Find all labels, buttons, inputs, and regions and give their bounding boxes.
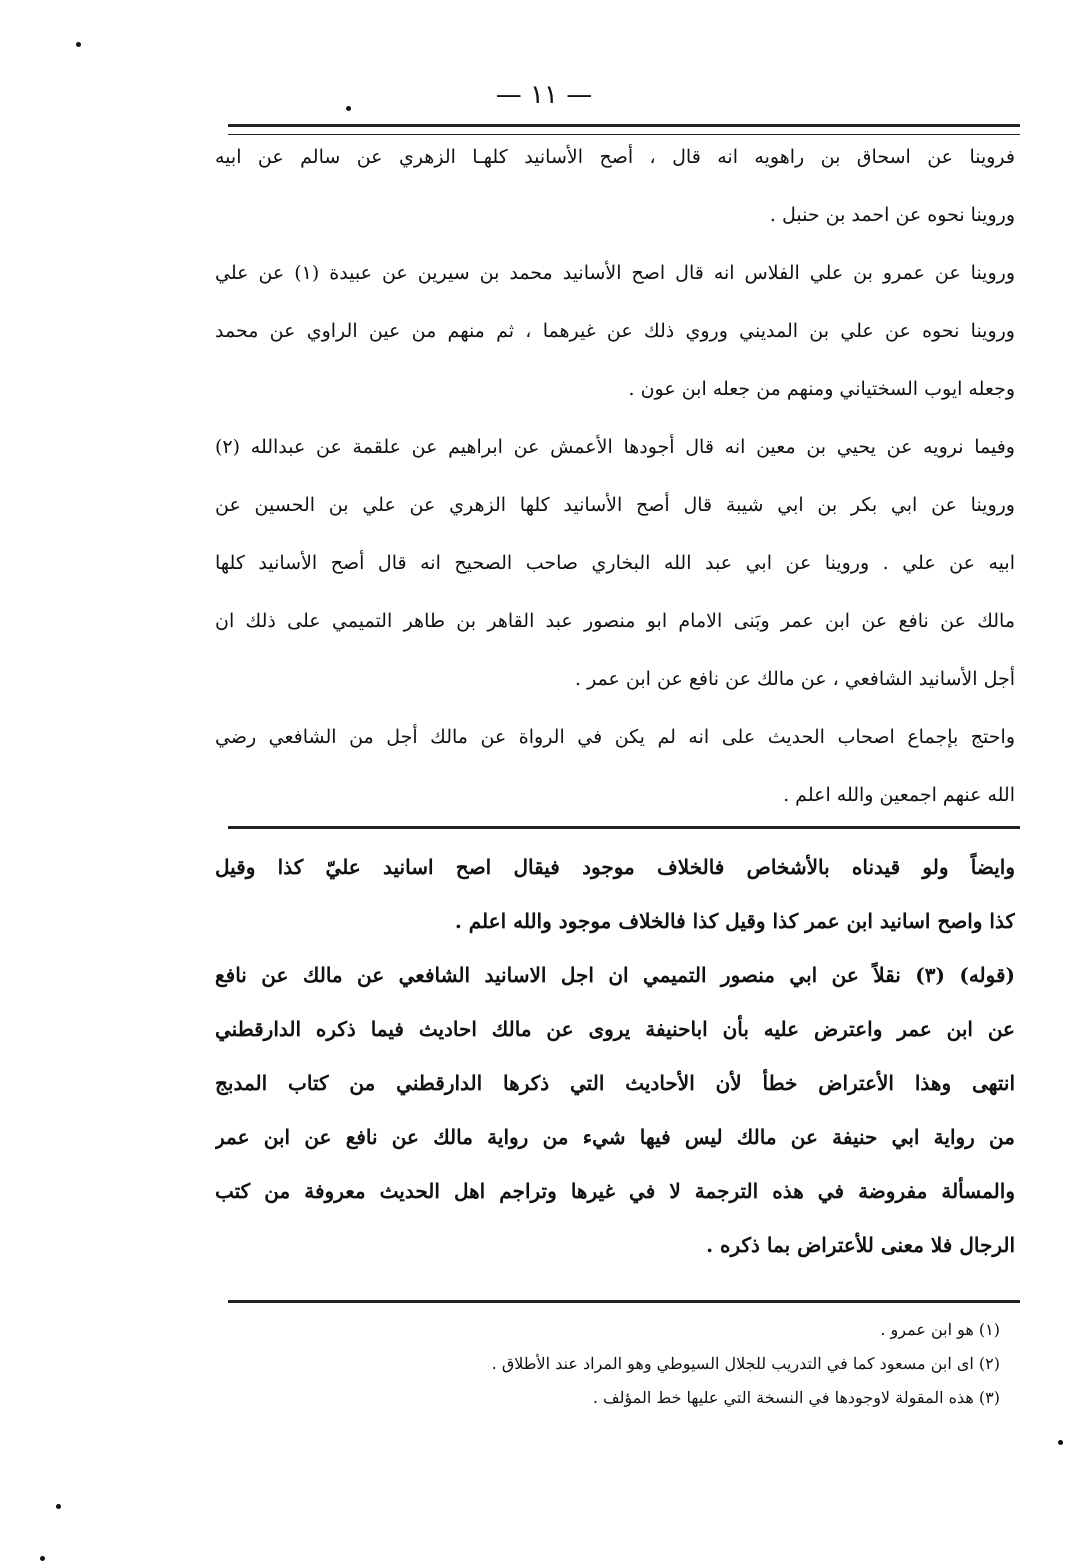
commentary-line-5: انتهى وهذا الأعتراض خطأ لأن الأحاديث التي ذكرها الدارقطني من كتاب المدبج: [215, 1071, 1015, 1095]
scan-speck: [40, 1556, 45, 1561]
footnote-3: (٣) هذه المقولة لاوجودها في النسخة التي عليها خط المؤلف .: [592, 1388, 1000, 1407]
footnote-2: (٢) اى ابن مسعود كما في التدريب للجلال السيوطي وهو المراد عند الأطلاق .: [491, 1354, 1000, 1373]
main-line-1: فروينا عن اسحاق بن راهويه انه قال ، أصح الأسانيد كلهـا الزهري عن سالم عن ابيه: [215, 146, 1015, 168]
main-text: [215, 128, 1015, 824]
main-line-2: وروينا نحوه عن احمد بن حنبل .: [769, 204, 1015, 226]
commentary-line-4: عن ابن عمر واعترض عليه بأن اباحنيفة يروى عن مالك احاديث فيما ذكره الدارقطني: [215, 1017, 1015, 1041]
main-commentary-divider: [228, 826, 1020, 829]
main-line-12: الله عنهم اجمعين والله اعلم .: [783, 784, 1015, 806]
scan-speck: [56, 1504, 61, 1509]
commentary-line-2: كذا واصح اسانيد ابن عمر كذا وقيل كذا فالخلاف موجود والله اعلم .: [454, 909, 1015, 933]
main-line-8: ابيه عن علي . وروينا عن ابي عبد الله البخاري صاحب الصحيح انه قال أصح الأسانيد كلها: [215, 552, 1015, 574]
commentary-line-6: من رواية ابي حنيفة عن مالك ليس فيها شيء من رواية مالك عن نافع عن ابن عمر: [215, 1125, 1015, 1149]
main-line-11: واحتج بإجماع اصحاب الحديث على انه لم يكن في الرواة عن مالك أجل من الشافعي رضي: [215, 726, 1015, 748]
scan-speck: [346, 106, 351, 111]
commentary-line-1: وايضاً ولو قيدناه بالأشخاص فالخلاف موجود فيقال اصح اسانيد عليّ كذا وقيل: [215, 855, 1015, 879]
footnote-1: (١) هو ابن عمرو .: [880, 1320, 1000, 1339]
main-line-6: وفيما نرويه عن يحيي بن معين انه قال أجودها الأعمش عن ابراهيم عن علقمة عن عبدالله (٢): [215, 436, 1015, 458]
scan-speck: [76, 42, 81, 47]
commentary-line-8: الرجال فلا معنى للأعتراض بما ذكره .: [706, 1233, 1015, 1257]
page-number: — ١١ —: [495, 80, 593, 110]
commentary-text: [215, 840, 1015, 1272]
commentary-line-3: (قوله) (٣) نقلاً عن ابي منصور التميمي ان اجل الاسانيد الشافعي عن مالك عن نافع: [215, 963, 1015, 987]
main-line-10: أجل الأسانيد الشافعي ، عن مالك عن نافع عن ابن عمر .: [574, 668, 1015, 690]
scan-speck: [1058, 1440, 1063, 1445]
main-line-5: وجعله ايوب السختياني ومنهم من جعله ابن عون .: [628, 378, 1015, 400]
main-line-7: وروينا عن ابي بكر بن ابي شيبة قال أصح الأسانيد كلها الزهري عن علي بن الحسين عن: [215, 494, 1015, 516]
main-line-3: وروينا عن عمرو بن علي الفلاس انه قال اصح الأسانيد محمد بن سيرين عن عبيدة (١) عن علي: [215, 262, 1015, 284]
main-line-4: وروينا نحوه عن علي بن المديني وروي ذلك عن غيرهما ، ثم منهم من عين الراوي عن محمد: [215, 320, 1015, 342]
commentary-line-7: والمسألة مفروضة في هذه الترجمة لا في غيرها وتراجم اهل الحديث معروفة من كتب: [215, 1179, 1015, 1203]
commentary-footnote-divider: [228, 1300, 1020, 1303]
main-line-9: مالك عن نافع عن ابن عمر وبَنى الامام ابو منصور عبد القاهر بن طاهر التميمي على ذلك ان: [215, 610, 1015, 632]
footnotes: [300, 1313, 1000, 1415]
